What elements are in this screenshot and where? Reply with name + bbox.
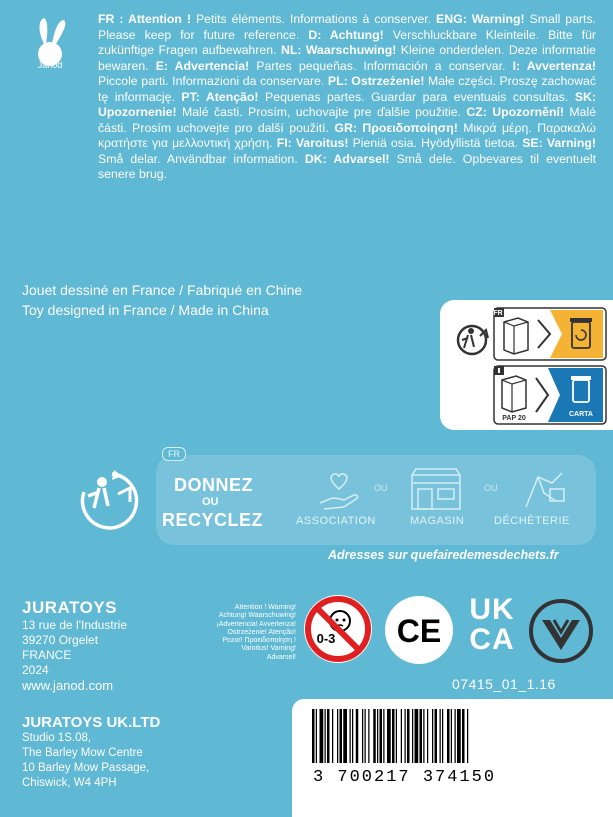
age-warning-icon (302, 593, 374, 665)
option-association: ASSOCIATION (296, 515, 376, 527)
barcode-bar (365, 709, 366, 763)
warning-text: Små delar. Användbar information. (98, 151, 298, 166)
warning-text: Small parts. Please keep for future reference. (98, 12, 597, 42)
small-warning: Varoitus! Varning! (241, 645, 296, 653)
warning-label: PL: Ostrzeżenie! (327, 74, 425, 88)
barcode-bar (455, 709, 456, 763)
recycle-address: Adresses sur quefairedemesdechets.fr (328, 548, 559, 562)
warning-label: GR: Προειδοποίηση! (334, 120, 458, 135)
ce-text: CE (396, 613, 442, 649)
dechetterie-icon (516, 467, 572, 511)
barcode-bar (405, 709, 406, 763)
barcode-bar (350, 709, 351, 763)
origin-fr: Jouet dessiné en France / Fabriqué en Chine (22, 282, 303, 298)
barcode-bar (407, 709, 410, 763)
address-line: 39270 Orgelet (22, 633, 99, 647)
barcode-number: 3 700217 374150 (313, 768, 497, 787)
warning-label: D: Achtung! (308, 27, 384, 42)
warning-text: Verschluckbare Kleinteile. Bitte für zukünftige Fragen aufbewahren. (98, 27, 597, 57)
small-warning: Attention ! Warning! (234, 604, 296, 611)
warning-label: E: Advertencia! (155, 58, 250, 73)
barcode-bar (373, 709, 376, 763)
barcode-bar (440, 709, 441, 763)
ukca-mark (462, 595, 522, 655)
barcode-bars (312, 709, 602, 763)
donnez-recyclez-panel (156, 449, 596, 545)
barcode-bar (368, 709, 369, 763)
option-decheterie: DÉCHÈTERIE (494, 515, 570, 527)
address-line: 13 rue de l'Industrie (22, 618, 128, 632)
barcode-bar (362, 709, 363, 763)
barcode-bar (412, 709, 413, 763)
janod-logo (22, 14, 78, 70)
barcode-bar (332, 709, 333, 763)
barcode-bar (467, 709, 468, 763)
barcode-bar (423, 709, 424, 763)
warning-text: Μικρά μέρη. Παρακαλώ κρατήστε για μελλοντική χρήση. (98, 120, 596, 150)
small-warning: Pozor! Προειδοποίηση ! (222, 637, 296, 645)
warning-text: Malé časti. Prosím, uchovajte pre ďalšie použitie. (181, 105, 461, 119)
warning-label: DK: Advarsel! (304, 151, 390, 166)
address-line: The Barley Mow Centre (22, 747, 143, 759)
barcode-bar (340, 709, 343, 763)
ukca-top: UK (469, 593, 515, 626)
carta-label: CARTA (569, 411, 593, 418)
address-line: FRANCE (22, 648, 72, 662)
juratoys-block (22, 598, 127, 693)
barcode-box (292, 699, 613, 817)
small-warning: Advarsel! (266, 653, 296, 661)
donnez-text: DONNEZ (174, 475, 253, 495)
warning-text: Małe części. Proszę zachować tę informację. (98, 74, 597, 104)
juratoys-uk-name: JURATOYS UK.LTD (22, 714, 161, 731)
website: www.janod.com (22, 678, 114, 693)
warning-text: Petits éléments. Informations à conserver. (195, 12, 432, 26)
warning-label: SE: Varning! (522, 136, 597, 150)
juratoys-uk-block (22, 714, 160, 791)
juratoys-uk-address (22, 731, 160, 791)
warning-label: FI: Varoitus! (276, 136, 349, 150)
product-code: 07415_01_1.16 (452, 676, 556, 692)
triman-box (440, 300, 613, 430)
warning-label: ENG: Warning! (436, 12, 525, 26)
barcode-bar (447, 709, 450, 763)
barcode-bar (420, 709, 423, 763)
warning-text: Pequenas partes. Guardar para eventuais consultas. (265, 89, 569, 104)
warning-text: Små dele. Opbevares til eventuelt senere brug. (98, 151, 596, 181)
barcode-bar (462, 709, 465, 763)
recyclez-text: RECYCLEZ (162, 510, 264, 530)
barcode-bar (356, 709, 359, 763)
triman-fr-tag: FR (493, 310, 503, 317)
paper-box-icon (502, 376, 526, 412)
barcode-bar (401, 709, 402, 763)
logo-text: Janod (37, 60, 63, 70)
age-text: 0-3 (316, 631, 336, 646)
origin-block (22, 280, 302, 320)
barcode-bar (320, 709, 324, 763)
barcode-bar (427, 709, 428, 763)
warning-text: Piccole parti. Informazioni da conservare. (98, 74, 325, 88)
triman-large-icon (72, 468, 142, 530)
barcode-bar (383, 709, 384, 763)
barcode-bar (432, 709, 433, 763)
small-warning: Achtung! Waarschuwing! (218, 612, 296, 620)
barcode-bar (337, 709, 338, 763)
small-warning: Ostrzeżenie! Atenção! (227, 628, 296, 636)
ukca-bottom: CA (469, 623, 515, 656)
pap-label: PAP 20 (502, 415, 526, 422)
barcode-bar (396, 709, 397, 763)
separator-1: OU (374, 483, 388, 493)
barcode-bar (415, 709, 419, 763)
barcode-bar (451, 709, 452, 763)
ce-mark-icon (384, 595, 454, 665)
barcode-bar (316, 709, 317, 763)
barcode-bar (325, 709, 326, 763)
recycle-fr-tag: FR (162, 447, 186, 461)
option-magasin: MAGASIN (410, 515, 465, 527)
info-tri-graphic (440, 300, 613, 430)
address-line: Studio 1S.08, (22, 732, 92, 744)
barcode-bar (343, 709, 347, 763)
warning-text: Malé části. Prosím uchovejte pro další použití. (98, 105, 597, 135)
address-line: 10 Barley Mow Passage, (22, 762, 150, 774)
warning-paragraph (98, 12, 596, 183)
warning-text: Partes pequeñas. Información a conservar. (256, 58, 506, 73)
triman-icon (458, 326, 488, 354)
ou-text: OU (202, 496, 219, 508)
heart-hand-icon (314, 469, 364, 511)
barcode-bar (312, 709, 315, 763)
barcode-bar (435, 709, 438, 763)
barcode-bar (387, 709, 391, 763)
barcode-bar (377, 709, 378, 763)
barcode-bar (457, 709, 461, 763)
warning-text: Pieniä osia. Hyödyllistä tietoa. (352, 136, 519, 150)
warning-label: SK: Upozornenie! (98, 89, 596, 119)
warning-label: NL: Waarschuwing! (280, 43, 397, 57)
barcode-bar (442, 709, 443, 763)
warning-label: FR : Attention ! (98, 12, 191, 26)
address-line: Chiswick, W4 4PH (22, 777, 117, 789)
origin-en: Toy designed in France / Made in China (22, 302, 269, 318)
warning-label: PT: Atenção! (181, 89, 259, 104)
warning-label: I: Avvertenza! (512, 58, 596, 73)
barcode-bar (327, 709, 330, 763)
warning-text: Kleine onderdelen. Deze informatie bewaren. (98, 43, 597, 73)
barcode-bar (392, 709, 395, 763)
conformity-mark-icon (528, 598, 594, 664)
small-warning: ¡Advertencia! Avvertenza! (216, 620, 296, 628)
warning-label: CZ: Upozornění! (466, 105, 564, 119)
barcode-bar (380, 709, 383, 763)
small-warning-list (212, 604, 296, 662)
store-icon (406, 467, 466, 511)
barcode-bar (352, 709, 353, 763)
address-line: 2024 (22, 663, 49, 677)
box-icon (504, 318, 528, 354)
separator-2: OU (484, 483, 498, 493)
juratoys-name: JURATOYS (22, 598, 118, 617)
juratoys-address (22, 618, 127, 693)
